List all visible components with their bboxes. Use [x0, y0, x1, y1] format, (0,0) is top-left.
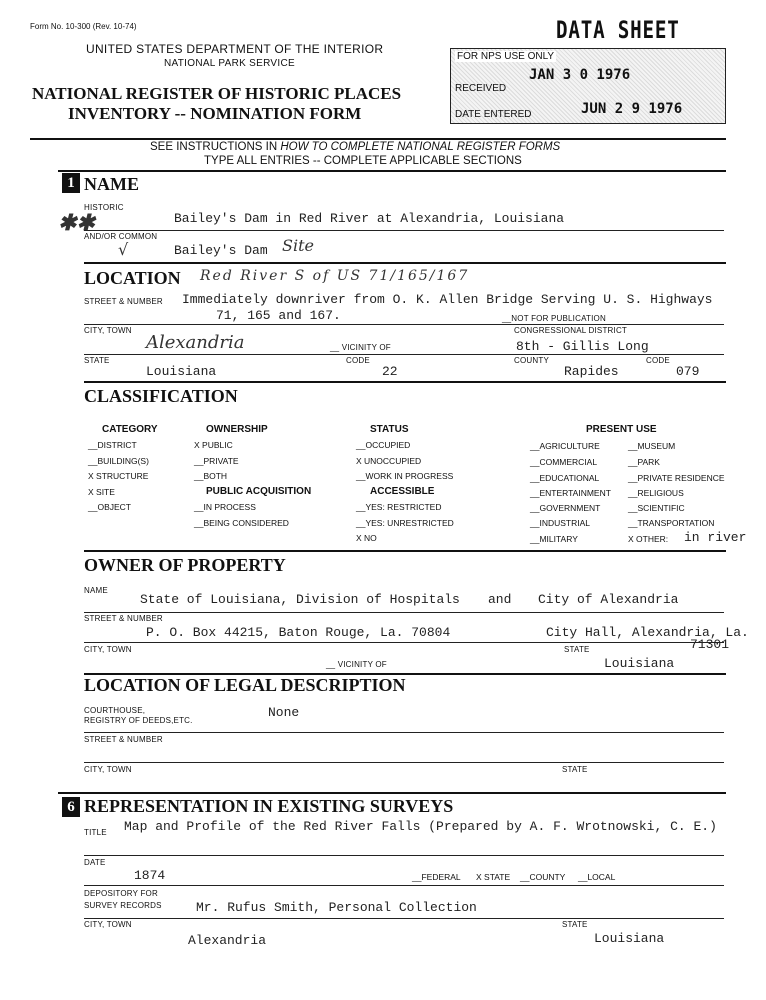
category-object[interactable]: __OBJECT: [88, 502, 131, 512]
owner-vicinity-of: __ VICINITY OF: [326, 660, 387, 669]
ownership-both[interactable]: __BOTH: [194, 471, 228, 481]
acquisition-being-considered[interactable]: __BEING CONSIDERED: [194, 518, 289, 528]
nps-use-box: [450, 48, 726, 124]
use-park[interactable]: __PARK: [628, 457, 660, 467]
section-number-badge: 1: [62, 173, 80, 193]
category-district[interactable]: __DISTRICT: [88, 440, 137, 450]
use-government[interactable]: __GOVERNMENT: [530, 503, 601, 513]
service: NATIONAL PARK SERVICE: [164, 58, 295, 69]
legal-street-label: STREET & NUMBER: [84, 735, 163, 744]
historic-handwritten-mark: ✱✱: [58, 210, 95, 236]
status-occupied[interactable]: __OCCUPIED: [356, 440, 411, 450]
accessible-restricted[interactable]: __YES: RESTRICTED: [356, 502, 442, 512]
owner-name-value: State of Louisiana, Division of Hospitals: [140, 592, 460, 607]
survey-title-label: TITLE: [84, 828, 107, 837]
state-label: STATE: [84, 356, 110, 365]
city-label: CITY, TOWN: [84, 326, 132, 335]
category-header: CATEGORY: [102, 424, 158, 435]
survey-date-label: DATE: [84, 858, 106, 867]
department: UNITED STATES DEPARTMENT OF THE INTERIOR: [86, 42, 384, 56]
status-work-in-progress[interactable]: __WORK IN PROGRESS: [356, 471, 454, 481]
county-value: Rapides: [564, 364, 619, 379]
county-label: COUNTY: [514, 356, 549, 365]
historic-name-value: Bailey's Dam in Red River at Alexandria, Louisiana: [174, 211, 565, 226]
use-other[interactable]: X OTHER:: [628, 534, 669, 544]
courthouse-label-line1: COURTHOUSE,: [84, 706, 146, 715]
street-label: STREET & NUMBER: [84, 297, 163, 306]
status-header: STATUS: [370, 424, 409, 435]
legal-city-label: CITY, TOWN: [84, 765, 132, 774]
section-number-badge-6: 6: [62, 797, 80, 817]
category-structure[interactable]: X STRUCTURE: [88, 471, 149, 481]
use-other-value: in river: [684, 530, 747, 545]
owner-section-title: OWNER OF PROPERTY: [84, 555, 286, 575]
survey-local[interactable]: __LOCAL: [578, 872, 616, 882]
surveys-section-title: REPRESENTATION IN EXISTING SURVEYS: [84, 796, 454, 816]
public-acquisition-header: PUBLIC ACQUISITION: [206, 486, 312, 497]
congressional-district-value: 8th - Gillis Long: [516, 339, 649, 354]
owner-name-label: NAME: [84, 586, 108, 595]
congressional-district-label: CONGRESSIONAL DISTRICT: [514, 326, 628, 335]
accessible-unrestricted[interactable]: __YES: UNRESTRICTED: [356, 518, 454, 528]
ownership-private[interactable]: __PRIVATE: [194, 456, 239, 466]
use-private-residence[interactable]: __PRIVATE RESIDENCE: [628, 473, 725, 483]
county-code-value: 079: [676, 364, 700, 379]
use-transportation[interactable]: __TRANSPORTATION: [628, 518, 715, 528]
survey-state-value: Louisiana: [594, 931, 665, 946]
vicinity-of: __ VICINITY OF: [330, 343, 391, 352]
received-date: JAN 3 0 1976: [529, 67, 631, 83]
city-handwritten: Alexandria: [146, 332, 245, 353]
survey-state[interactable]: X STATE: [476, 872, 511, 882]
received-label: RECEIVED: [455, 83, 507, 94]
depository-label-line1: DEPOSITORY FOR: [84, 889, 158, 898]
instructions-line2: TYPE ALL ENTRIES -- COMPLETE APPLICABLE SECTIONS: [204, 155, 522, 167]
owner-name-value2: City of Alexandria: [538, 592, 679, 607]
category-site[interactable]: X SITE: [88, 487, 115, 497]
depository-value: Mr. Rufus Smith, Personal Collection: [196, 900, 477, 915]
historic-label: HISTORIC: [84, 203, 124, 212]
form-title-line2: INVENTORY -- NOMINATION FORM: [68, 104, 362, 123]
owner-street-label: STREET & NUMBER: [84, 614, 163, 623]
legal-section-title: LOCATION OF LEGAL DESCRIPTION: [84, 675, 406, 695]
courthouse-value: None: [268, 705, 300, 720]
use-educational[interactable]: __EDUCATIONAL: [530, 473, 600, 483]
owner-street-value: P. O. Box 44215, Baton Rouge, La. 70804: [146, 625, 451, 640]
category-buildings[interactable]: __BUILDING(S): [88, 456, 149, 466]
acquisition-in-process[interactable]: __IN PROCESS: [194, 502, 256, 512]
survey-date-value: 1874: [134, 868, 166, 883]
nps-use-label: FOR NPS USE ONLY: [457, 51, 555, 62]
form-number: Form No. 10-300 (Rev. 10-74): [30, 22, 137, 31]
date-entered-label: DATE ENTERED: [455, 109, 532, 120]
street-value-line2: 71, 165 and 167.: [216, 308, 341, 323]
owner-zip: 71301: [690, 637, 730, 652]
accessible-no[interactable]: X NO: [356, 533, 377, 543]
classification-section-title: CLASSIFICATION: [84, 386, 238, 406]
survey-city-value: Alexandria: [188, 933, 267, 948]
state-value: Louisiana: [146, 364, 217, 379]
state-code-label: CODE: [346, 356, 370, 365]
name-section-title: NAME: [84, 174, 139, 194]
location-handwritten-note: Red River S of US 71/165/167: [200, 268, 470, 284]
common-hand-mark: √: [118, 240, 129, 259]
not-for-publication: __NOT FOR PUBLICATION: [502, 314, 606, 323]
use-military[interactable]: __MILITARY: [530, 534, 578, 544]
present-use-header: PRESENT USE: [586, 424, 657, 435]
survey-city-label: CITY, TOWN: [84, 920, 132, 929]
courthouse-label-line2: REGISTRY OF DEEDS,ETC.: [84, 716, 193, 725]
common-name-handwritten: Site: [282, 236, 314, 255]
use-religious[interactable]: __RELIGIOUS: [628, 488, 684, 498]
use-museum[interactable]: __MUSEUM: [628, 441, 676, 451]
common-name-label: AND/OR COMMON: [84, 232, 158, 241]
data-sheet-stamp: DATA SHEET: [556, 16, 680, 44]
use-scientific[interactable]: __SCIENTIFIC: [628, 503, 685, 513]
use-agriculture[interactable]: __AGRICULTURE: [530, 441, 600, 451]
county-code-label: CODE: [646, 356, 670, 365]
legal-state-label: STATE: [562, 765, 588, 774]
use-industrial[interactable]: __INDUSTRIAL: [530, 518, 590, 528]
depository-label-line2: SURVEY RECORDS: [84, 901, 162, 910]
accessible-header: ACCESSIBLE: [370, 486, 435, 497]
common-name-value: Bailey's Dam: [174, 243, 268, 258]
entered-date: JUN 2 9 1976: [581, 101, 683, 117]
use-commercial[interactable]: __COMMERCIAL: [530, 457, 598, 467]
use-entertainment[interactable]: __ENTERTAINMENT: [530, 488, 611, 498]
location-section-title: LOCATION: [84, 268, 181, 288]
owner-and: and: [488, 592, 512, 607]
state-code-value: 22: [382, 364, 398, 379]
owner-city-label: CITY, TOWN: [84, 645, 132, 654]
survey-state-label: STATE: [562, 920, 588, 929]
ownership-header: OWNERSHIP: [206, 424, 268, 435]
instructions-line1: SEE INSTRUCTIONS IN HOW TO COMPLETE NATIONAL REGISTER FORMS: [150, 141, 561, 153]
survey-federal[interactable]: __FEDERAL: [412, 872, 461, 882]
owner-state-label: STATE: [564, 645, 590, 654]
form-title-line1: NATIONAL REGISTER OF HISTORIC PLACES: [32, 84, 402, 103]
survey-title-value: Map and Profile of the Red River Falls (Prepared by A. F. Wrotnowski, C. E.): [124, 819, 717, 834]
street-value-line1: Immediately downriver from O. K. Allen Bridge Serving U. S. Highways: [182, 292, 713, 307]
owner-state-value: Louisiana: [604, 656, 675, 671]
owner-street-value2: City Hall, Alexandria, La.: [546, 625, 749, 640]
survey-county[interactable]: __COUNTY: [520, 872, 566, 882]
status-unoccupied[interactable]: X UNOCCUPIED: [356, 456, 422, 466]
ownership-public[interactable]: X PUBLIC: [194, 440, 233, 450]
